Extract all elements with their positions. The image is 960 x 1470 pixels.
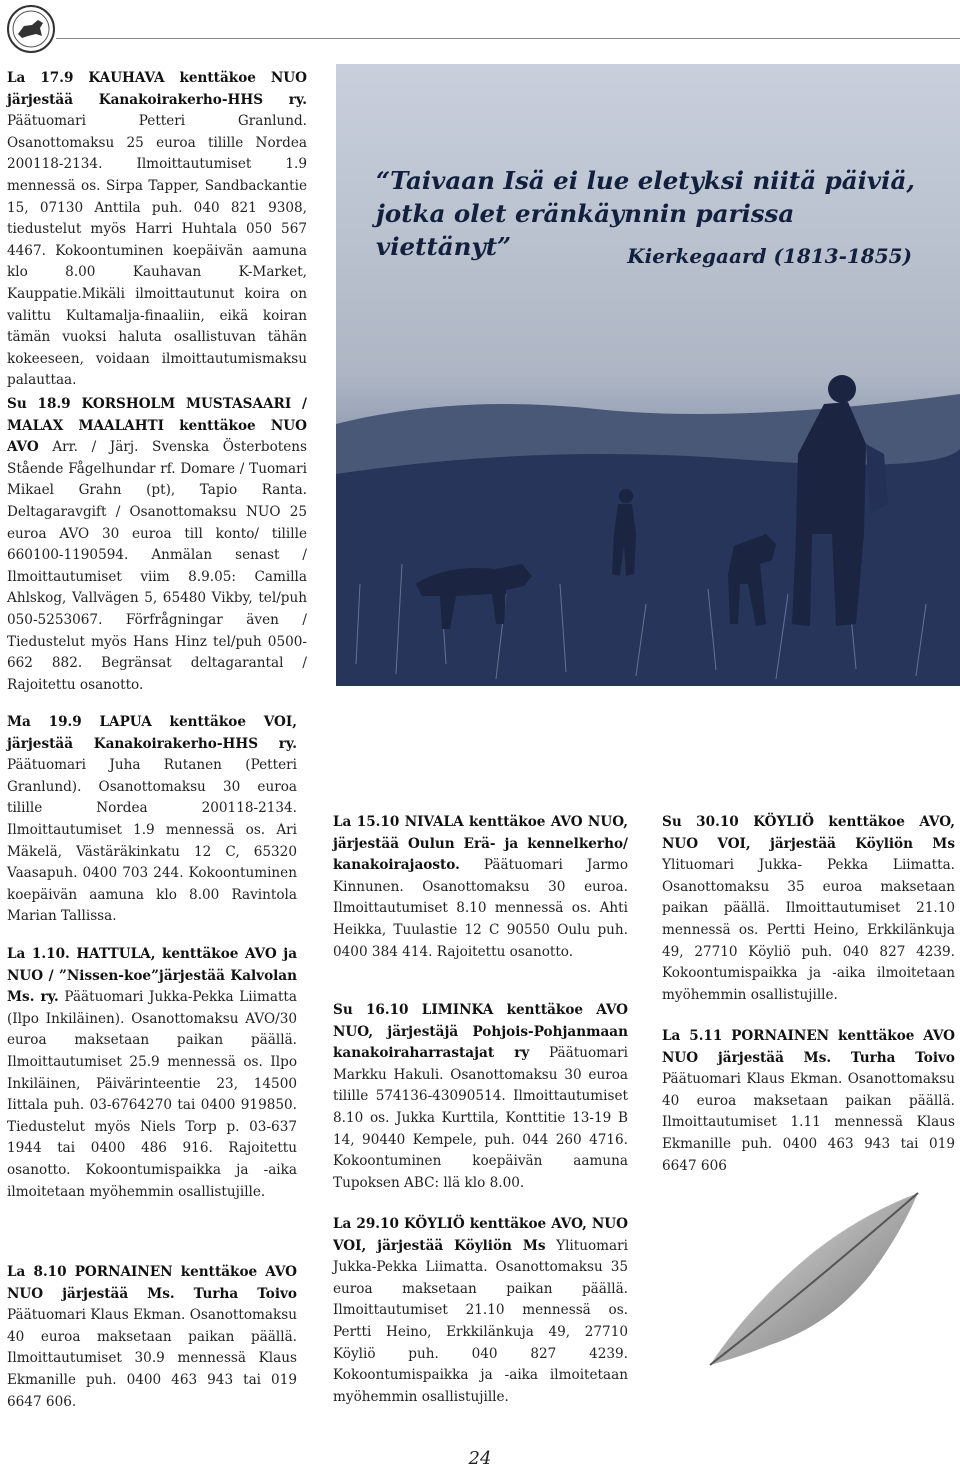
event-body: Ylituomari Jukka-Pekka Liimatta. Osanottomaksu 35 euroa maksetaan paikan päällä. Ilmoittautumiset 21.10 mennessä os. Pertti Heino, Erkkilänkuja 49, 27710 Köyliö puh. 040 827 4239. Kokoontumispaikka ja -aika ilmoitetaan myöhemmin osallistujille.	[333, 1237, 629, 1405]
event-heading: Su 16.10 LIMINKA kenttäkoe AVO NUO, järjestäjä Pohjois-Pohjanmaan kanakoiraharrastajat ry	[333, 1002, 628, 1062]
event-body: Päätuomari Jukka-Pekka Liimatta (Ilpo Inkiläinen). Osanottomaksu AVO/30 euroa maksetaan paikan päällä. Ilmoittautumiset 25.9 mennessä os. Ilpo Inkiläinen, Päivärinteentie 23, 14500 Iittala puh. 03-6764270 tai 0400 919850. Tiedustelut myös Niels Torp p. 03-637 1944 tai 0400 486 916. Rajoitettu osanotto. Kokoontumispaikka ja -aika ilmoitetaan myöhemmin osallistujille.	[7, 989, 297, 1200]
event-entry	[7, 394, 307, 696]
event-heading: La 15.10 NIVALA kenttäkoe AVO NUO, järjestää Oulun Erä- ja kennelkerho/ kanakoirajaosto.	[333, 814, 628, 874]
event-heading: La 17.9 KAUHAVA kenttäkoe NUO järjestää Kanakoirakerho-HHS ry.	[7, 70, 307, 108]
event-entry	[7, 944, 297, 1203]
quote-line: “Taivaan Isä ei lue eletyksi niitä päiviä,	[376, 166, 915, 195]
event-entry	[662, 812, 955, 1006]
event-entry	[333, 812, 628, 963]
event-entry	[333, 1000, 628, 1194]
event-heading: La 1.10. HATTULA, kenttäkoe AVO ja NUO / ”Nissen-koe”järjestää Kalvolan Ms. ry.	[7, 946, 297, 1006]
event-body: Päätuomari Petteri Granlund. Osanottomaksu 25 euroa tilille Nordea 200118-2134. Ilmoittautumiset 1.9 mennessä os. Sirpa Tapper, Sandbackantie 15, 07130 Anttila puh. 040 821 9308, tiedustelut myös Harri Huhtala 050 567 4467. Kokoontuminen koepäivän aamuna klo 8.00 Kauhavan K-Market, Kauppatie.Mikäli ilmoittautunut koira on valittu Kultamalja-finaaliin, eikä koiran tämän vuoksi haluta osallistuvan tähän kokeeseen, voidaan ilmoittautumismaksu palauttaa.	[7, 113, 307, 389]
hunting-photo	[336, 64, 960, 686]
event-body: Päätuomari Jarmo Kinnunen. Osanottomaksu 30 euroa. Ilmoittautumiset 8.10 mennessä os. Ahti Heikka, Tuulastie 12 C 90550 Oulu puh. 0400 384 414. Rajoitettu osanotto.	[333, 857, 628, 960]
quote-author: Kierkegaard (1813-1855)	[627, 244, 912, 268]
event-body: Päätuomari Klaus Ekman. Osanottomaksu 40 euroa maksetaan paikan päällä. Ilmoittautumiset 30.9 mennessä Klaus Ekmanille puh. 0400 463 943 tai 019 6647 606.	[7, 1307, 297, 1410]
event-heading: La 8.10 PORNAINEN kenttäkoe AVO NUO järjestää Ms. Turha Toivo	[7, 1264, 297, 1302]
event-heading: La 5.11 PORNAINEN kenttäkoe AVO NUO järjestää Ms. Turha Toivo	[662, 1028, 955, 1066]
header-rule	[56, 38, 960, 39]
event-heading: Su 18.9 KORSHOLM MUSTASAARI / MALAX MAALAHTI kenttäkoe NUO AVO	[7, 396, 307, 456]
club-logo	[6, 4, 56, 54]
event-heading: Ma 19.9 LAPUA kenttäkoe VOI, järjestää Kanakoirakerho-HHS ry.	[7, 714, 297, 752]
event-entry	[7, 712, 297, 928]
event-entry	[7, 1262, 297, 1413]
event-entry	[7, 68, 307, 392]
event-body: Päätuomari Klaus Ekman. Osanottomaksu 40 euroa maksetaan paikan päällä. Ilmoittautumiset 1.11 mennessä Klaus Ekmanille puh. 0400 463 943 tai 019 6647 606	[662, 1071, 955, 1174]
event-entry	[662, 1026, 955, 1177]
page-number: 24	[468, 1448, 492, 1469]
feather-illustration	[680, 1185, 930, 1375]
event-body: Päätuomari Markku Hakuli. Osanottomaksu 30 euroa tilille 574136-43090514. Ilmoittautumiset 8.10 os. Jukka Kurttila, Konttitie 13-19 B 14, 90440 Kempele, puh. 044 260 4716. Kokoontuminen koepäivän aamuna Tupoksen ABC: llä klo 8.00.	[333, 1045, 629, 1191]
event-body: Arr. / Järj. Svenska Österbotens Stående Fågelhundar rf. Domare / Tuomari Mikael Grahn (pt), Tapio Ranta. Deltagaravgift / Osanottomaksu NUO 25 euroa AVO 30 euroa till konto/ tilille 660100-1190594. Anmälan senast / Ilmoittautumiset viim 8.9.05: Camilla Ahlskog, Vallvägen 5, 65480 Vikby, tel/puh 050-5253067. Förfrågningar även / Tiedustelut myös Hans Hinz tel/puh 0500-662 882. Begränsat deltagarantal / Rajoitettu osanotto.	[7, 439, 307, 693]
event-heading: Su 30.10 KÖYLIÖ kenttäkoe AVO, NUO VOI, järjestää Köyliön Ms	[662, 814, 955, 852]
event-body: Ylituomari Jukka- Pekka Liimatta. Osanottomaksu 35 euroa maksetaan paikan päällä. Ilmoittautumiset 21.10 mennessä os. Pertti Heino, Erkkilänkuja 49, 27710 Köyliö puh. 040 827 4239. Kokoontumispaikka ja -aika ilmoitetaan myöhemmin osallistujille.	[662, 857, 955, 1003]
event-entry	[333, 1214, 628, 1408]
quote-line: jotka olet eränkäynnin parissa viettänyt”	[376, 199, 795, 261]
event-heading: La 29.10 KÖYLIÖ kenttäkoe AVO, NUO VOI, järjestää Köyliön Ms	[333, 1216, 628, 1254]
event-body: Päätuomari Juha Rutanen (Petteri Granlund). Osanottomaksu 30 euroa tilille Nordea 200118-2134. Ilmoittautumiset 1.9 mennessä os. Ari Mäkelä, Västäräkinkatu 12 C, 65320 Vaasapuh. 0400 703 244. Kokoontuminen koepäivän aamuna klo 8.00 Ravintola Marian Tallissa.	[7, 757, 297, 925]
